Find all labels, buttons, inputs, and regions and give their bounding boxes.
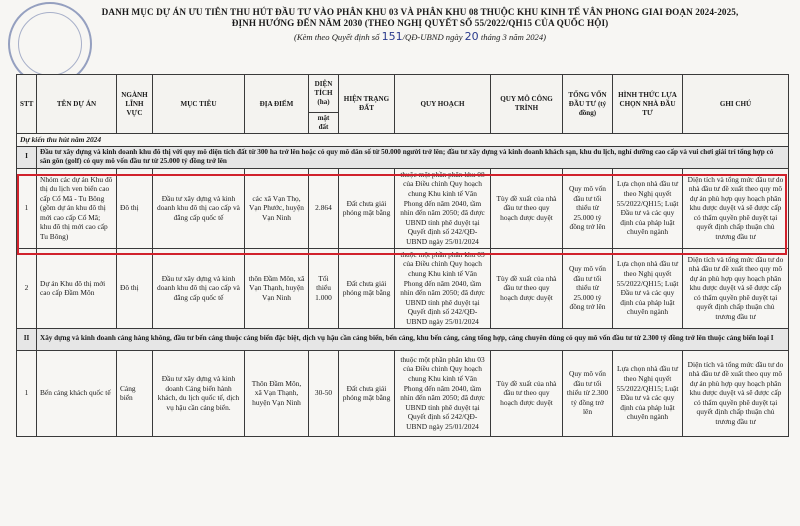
col-notes: GHI CHÚ — [683, 75, 789, 134]
col-capital: TỔNG VỐN ĐẦU TƯ (tỷ đồng) — [563, 75, 613, 134]
subtitle-prefix: (Kèm theo Quyết định số — [293, 32, 380, 42]
row-project-name: Bến cảng khách quốc tế — [37, 350, 117, 436]
row-capital: Quy mô vốn đầu tư tối thiểu từ 25.000 tỷ đồng trở lên — [563, 248, 613, 328]
row-project-name: Nhóm các dự án Khu đô thị du lịch ven biển cao cấp Cổ Mã - Tu Bông (gồm dự án khu đô thị mới cao cấp Cổ Mã; khu đô thị mới cao cấp Tu Bông) — [37, 168, 117, 248]
row-land-status: Đất chưa giải phóng mặt bằng — [339, 350, 395, 436]
row-area: 30-50 — [309, 350, 339, 436]
row-notes: Diện tích và tổng mức đầu tư do nhà đầu tư đề xuất theo quy mô dự án phù hợp quy hoạch phân khu được duyệt và sẽ được cấp có thẩm quyền phê duyệt tại quyết định chấp thuận chủ trương đầu tư — [683, 350, 789, 436]
row-planning: thuộc một phần phân khu 08 của Điều chỉnh Quy hoạch chung Khu kinh tế Vân Phong đến năm 2040, tầm nhìn đến năm 2050; đã được UBND tỉnh phê duyệt tại Quyết định số 242/QĐ-UBND ngày 25/01/2024 — [395, 168, 491, 248]
row-stt: 2 — [17, 248, 37, 328]
row-location: Thôn Đầm Môn, xã Vạn Thạnh, huyện Vạn Ninh — [245, 350, 309, 436]
decision-day: 20 — [464, 30, 479, 43]
row-sector: Đô thị — [117, 248, 153, 328]
group-number: II — [17, 328, 37, 350]
row-objective: Đầu tư xây dựng và kinh doanh Cảng biển hành khách, du lịch quốc tế, dịch vụ hậu cần cảng biển. — [153, 350, 245, 436]
row-planning: thuộc một phần phân khu 03 của Điều chỉnh Quy hoạch chung Khu kinh tế Vân Phong đến năm 2040, tầm nhìn đến năm 2050; đã được UBND tỉnh phê duyệt tại Quyết định số 242/QĐ-UBND ngày 25/01/2024 — [395, 350, 491, 436]
row-area: 2.864 — [309, 168, 339, 248]
row-land-status: Đất chưa giải phóng mặt bằng — [339, 248, 395, 328]
row-selection-form: Lựa chọn nhà đầu tư theo Nghị quyết 55/2022/QH15; Luật Đầu tư và các quy định của pháp luật chuyên ngành — [613, 248, 683, 328]
col-selection-form: HÌNH THỨC LỰA CHỌN NHÀ ĐẦU TƯ — [613, 75, 683, 134]
group-description: Đầu tư xây dựng và kinh doanh khu đô thị với quy mô diện tích đất từ 300 ha trở lên hoặc có quy mô dân số từ 50.000 người trở lên; đầu tư xây dựng và kinh doanh khách sạn, khu du lịch, nghỉ dưỡng cao cấp và vui chơi giải trí tổng hợp có sân gôn (golf) có quy mô vốn đầu tư từ 25.000 tỷ đồng trở lên — [37, 146, 789, 168]
decision-number: 151 — [381, 30, 403, 43]
table-row — [17, 350, 789, 436]
group-description: Xây dựng và kinh doanh cảng hàng không, đầu tư bến cảng thuộc cảng biển đặc biệt, dịch vụ hậu cần cảng biển, bến cảng, khu bến cảng, cảng tổng hợp, cảng chuyên dùng có quy mô vốn đầu tư từ 2.300 tỷ đồng trở lên thuộc cảng biển loại I — [37, 328, 789, 350]
document-subtitle — [100, 31, 740, 43]
row-notes: Diện tích và tổng mức đầu tư do nhà đầu tư đề xuất theo quy mô dự án phù hợp quy hoạch phân khu được duyệt và sẽ được cấp có thẩm quyền phê duyệt tại quyết định chấp thuận chủ trương đầu tư — [683, 168, 789, 248]
row-planning: thuộc một phần phân khu 03 của Điều chỉnh Quy hoạch chung Khu kinh tế Vân Phong đến năm 2040, tầm nhìn đến năm 2050; đã được UBND tỉnh phê duyệt tại Quyết định số 242/QĐ-UBND ngày 25/01/2024 — [395, 248, 491, 328]
document-title — [100, 7, 740, 29]
col-area: DIỆN TÍCH (ha) — [309, 75, 339, 113]
row-project-name: Dự án Khu đô thị mới cao cấp Đầm Môn — [37, 248, 117, 328]
col-land-status: HIỆN TRẠNG ĐẤT — [339, 75, 395, 134]
col-objective: MỤC TIÊU — [153, 75, 245, 134]
row-sector: Đô thị — [117, 168, 153, 248]
row-notes: Diện tích và tổng mức đầu tư do nhà đầu tư đề xuất theo quy mô dự án phù hợp quy hoạch phân khu được duyệt và sẽ được cấp có thẩm quyền phê duyệt tại quyết định chấp thuận chủ trương đầu tư — [683, 248, 789, 328]
row-sector: Cảng biển — [117, 350, 153, 436]
row-scale: Tùy đề xuất của nhà đầu tư theo quy hoạch được duyệt — [491, 350, 563, 436]
table-row — [17, 248, 789, 328]
col-location: ĐỊA ĐIỂM — [245, 75, 309, 134]
row-location: thôn Đầm Môn, xã Vạn Thạnh, huyện Vạn Ninh — [245, 248, 309, 328]
col-sector: NGÀNH LĨNH VỰC — [117, 75, 153, 134]
col-project-name: TÊN DỰ ÁN — [37, 75, 117, 134]
row-capital: Quy mô vốn đầu tư tối thiểu từ 25.000 tỷ đồng trở lên — [563, 168, 613, 248]
col-ground-area: mặt đất — [309, 113, 339, 134]
col-planning: QUY HOẠCH — [395, 75, 491, 134]
section-label: Dự kiến thu hút năm 2024 — [17, 134, 789, 147]
row-location: các xã Vạn Thọ, Vạn Phước, huyện Vạn Ninh — [245, 168, 309, 248]
row-capital: Quy mô vốn đầu tư tối thiểu từ 2.300 tỷ đồng trở lên — [563, 350, 613, 436]
row-scale: Tùy đề xuất của nhà đầu tư theo quy hoạch được duyệt — [491, 248, 563, 328]
title-line-1: DANH MỤC DỰ ÁN ƯU TIÊN THU HÚT ĐẦU TƯ VÀO PHÂN KHU 03 VÀ PHÂN KHU 08 THUỘC KHU KINH TẾ VÂN PHONG GIAI ĐOẠN 2024-2025, — [101, 7, 739, 17]
row-selection-form: Lựa chọn nhà đầu tư theo Nghị quyết 55/2022/QH15; Luật Đầu tư và các quy định của pháp luật chuyên ngành — [613, 168, 683, 248]
row-scale: Tùy đề xuất của nhà đầu tư theo quy hoạch được duyệt — [491, 168, 563, 248]
group-number: I — [17, 146, 37, 168]
row-objective: Đầu tư xây dựng và kinh doanh khu đô thị cao cấp và đẳng cấp quốc tế — [153, 168, 245, 248]
project-table — [16, 74, 789, 437]
subtitle-mid: /QĐ-UBND ngày — [402, 32, 463, 42]
subtitle-suffix: tháng 3 năm 2024) — [480, 32, 546, 42]
row-stt: 1 — [17, 350, 37, 436]
col-scale: QUY MÔ CÔNG TRÌNH — [491, 75, 563, 134]
row-area: Tối thiểu 1.000 — [309, 248, 339, 328]
row-selection-form: Lựa chọn nhà đầu tư theo Nghị quyết 55/2022/QH15; Luật Đầu tư và các quy định của pháp luật chuyên ngành — [613, 350, 683, 436]
table-row — [17, 168, 789, 248]
row-objective: Đầu tư xây dựng và kinh doanh khu đô thị cao cấp và đẳng cấp quốc tế — [153, 248, 245, 328]
col-stt: STT — [17, 75, 37, 134]
title-line-2: ĐỊNH HƯỚNG ĐẾN NĂM 2030 (THEO NGHỊ QUYẾT SỐ 55/2022/QH15 CỦA QUỐC HỘI) — [231, 18, 609, 28]
row-land-status: Đất chưa giải phóng mặt bằng — [339, 168, 395, 248]
row-stt: 1 — [17, 168, 37, 248]
